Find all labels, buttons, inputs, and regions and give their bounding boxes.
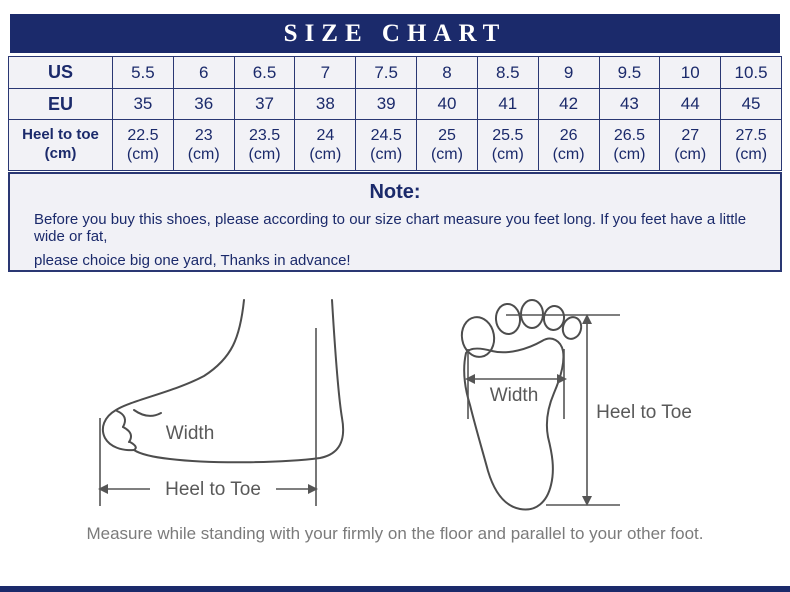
size-cell: 27 (cm) xyxy=(660,120,721,171)
size-cell: 9 xyxy=(538,57,599,89)
size-cell: 27.5 (cm) xyxy=(721,120,782,171)
size-cell: 35 xyxy=(113,89,174,120)
foot-side-view-diagram xyxy=(92,298,384,516)
size-cell: 10.5 xyxy=(721,57,782,89)
note-line-1: Before you buy this shoes, please according to our size chart measure you feet long. If you feet have a little wide or fat, xyxy=(34,211,747,245)
size-cell: 7.5 xyxy=(356,57,417,89)
bottom-divider-bar xyxy=(0,586,790,592)
size-cell: 6 xyxy=(173,57,234,89)
page-title: SIZE CHART xyxy=(283,19,507,47)
size-cell: 25 (cm) xyxy=(417,120,478,171)
size-cell: 10 xyxy=(660,57,721,89)
note-line-2: please choice big one yard, Thanks in advance! xyxy=(34,252,351,269)
size-cell: 9.5 xyxy=(599,57,660,89)
table-row-eu xyxy=(9,89,782,120)
size-cell: 38 xyxy=(295,89,356,120)
top-view-length-label: Heel to Toe xyxy=(596,402,692,423)
top-view-width-label: Width xyxy=(489,385,539,406)
note-heading: Note: xyxy=(369,181,421,203)
size-cell: 25.5 (cm) xyxy=(477,120,538,171)
footprint-icon xyxy=(448,291,760,529)
size-cell: 39 xyxy=(356,89,417,120)
side-view-length-label: Heel to Toe xyxy=(165,479,261,500)
row-label-heel-to-toe: Heel to toe (cm) xyxy=(9,120,113,171)
size-cell: 44 xyxy=(660,89,721,120)
size-cell: 24.5 (cm) xyxy=(356,120,417,171)
size-cell: 26 (cm) xyxy=(538,120,599,171)
size-cell: 8.5 xyxy=(477,57,538,89)
size-cell: 22.5 (cm) xyxy=(113,120,174,171)
size-cell: 36 xyxy=(173,89,234,120)
size-table xyxy=(8,56,782,171)
size-cell: 42 xyxy=(538,89,599,120)
table-row-heel-to-toe xyxy=(9,120,782,171)
size-cell: 23.5 (cm) xyxy=(234,120,295,171)
size-cell: 43 xyxy=(599,89,660,120)
size-cell: 40 xyxy=(417,89,478,120)
row-label-us: US xyxy=(9,57,113,89)
footprint-top-view-diagram xyxy=(448,291,760,529)
measure-instruction-caption: Measure while standing with your firmly on the floor and parallel to your other foot. xyxy=(86,524,704,543)
note-box xyxy=(8,172,782,272)
row-label-eu: EU xyxy=(9,89,113,120)
size-cell: 7 xyxy=(295,57,356,89)
title-banner xyxy=(10,14,780,53)
size-cell: 8 xyxy=(417,57,478,89)
size-cell: 24 (cm) xyxy=(295,120,356,171)
size-cell: 6.5 xyxy=(234,57,295,89)
size-cell: 26.5 (cm) xyxy=(599,120,660,171)
side-view-width-label: Width xyxy=(165,423,215,444)
foot-side-view-icon xyxy=(92,298,384,516)
size-cell: 41 xyxy=(477,89,538,120)
size-cell: 5.5 xyxy=(113,57,174,89)
table-row-us xyxy=(9,57,782,89)
size-cell: 23 (cm) xyxy=(173,120,234,171)
size-cell: 37 xyxy=(234,89,295,120)
size-cell: 45 xyxy=(721,89,782,120)
